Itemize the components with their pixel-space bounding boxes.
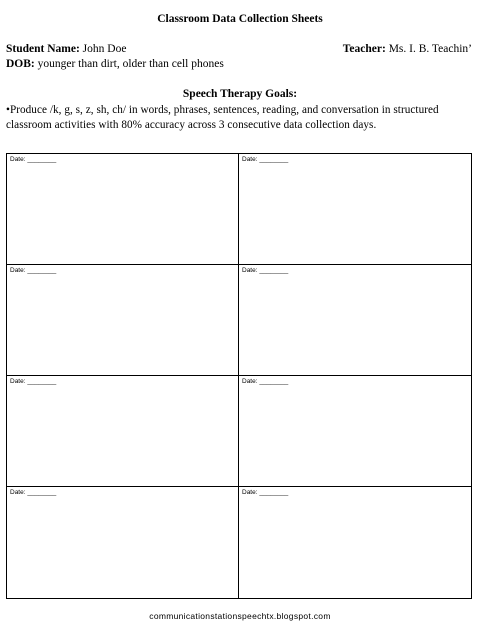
student-name-field (6, 43, 126, 55)
date-label: Date: ________ (10, 378, 57, 385)
date-label: Date: ________ (242, 156, 289, 163)
data-cell[interactable] (7, 154, 239, 265)
teacher-value: Ms. I. B. Teachin’ (385, 43, 472, 55)
date-label: Date: ________ (242, 489, 289, 496)
date-label: Date: ________ (10, 156, 57, 163)
student-name-value: John Doe (79, 43, 127, 55)
data-collection-grid (6, 153, 472, 599)
student-name-label: Student Name: (6, 43, 80, 55)
dob-value: younger than dirt, older than cell phones (34, 58, 224, 70)
data-cell[interactable] (7, 265, 239, 376)
data-cell[interactable] (239, 265, 471, 376)
page-title: Classroom Data Collection Sheets (157, 13, 323, 25)
date-label: Date: ________ (10, 267, 57, 274)
teacher-label: Teacher: (342, 43, 386, 55)
date-label: Date: ________ (242, 378, 289, 385)
teacher-field (343, 43, 472, 55)
data-cell[interactable] (239, 154, 471, 265)
dob-field (6, 58, 224, 70)
data-cell[interactable] (7, 376, 239, 487)
goals-heading: Speech Therapy Goals: (182, 88, 298, 100)
data-cell[interactable] (7, 487, 239, 598)
date-label: Date: ________ (10, 489, 57, 496)
footer-url: communicationstationspeechtx.blogspot.com (149, 611, 331, 621)
data-cell[interactable] (239, 376, 471, 487)
date-label: Date: ________ (242, 267, 289, 274)
dob-label: DOB: (6, 58, 35, 70)
goals-text: •Produce /k, g, s, z, sh, ch/ in words, phrases, sentences, reading, and conversation in structured classroom activities with 80% accuracy across 3 consecutive data collection days. (6, 104, 439, 131)
data-cell[interactable] (239, 487, 471, 598)
student-info-row (6, 43, 472, 55)
